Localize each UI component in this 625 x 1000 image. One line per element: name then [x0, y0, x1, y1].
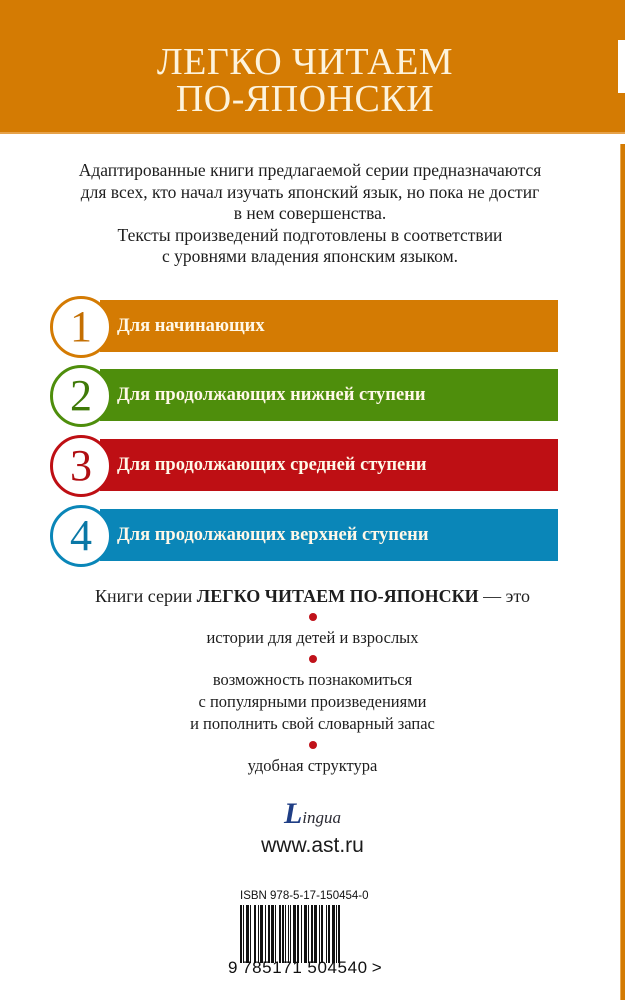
feature-line: и пополнить свой словарный запас	[190, 714, 435, 733]
intro-line: с уровнями владения японским языком.	[161, 246, 459, 266]
barcode-digit-group: 785171	[242, 958, 303, 977]
feature-line: возможность познакомиться	[212, 670, 413, 689]
series-name: ЛЕГКО ЧИТАЕМ ПО-ЯПОНСКИ	[196, 586, 479, 606]
feature-item	[0, 627, 625, 649]
bullet-dot-icon	[309, 655, 317, 663]
series-prefix: Книги серии	[95, 586, 193, 606]
feature-line: удобная структура	[247, 756, 378, 775]
series-suffix: — это	[483, 586, 530, 606]
intro-line: в нем совершенства.	[233, 203, 387, 223]
series-title-line-1: ЛЕГКО ЧИТАЕМ	[156, 41, 454, 83]
bullet-dot-icon	[309, 613, 317, 621]
barcode-lead-digit: 9	[228, 958, 239, 977]
feature-list	[0, 607, 625, 777]
header-tab-marker	[618, 40, 625, 93]
level-1-banner	[50, 300, 558, 352]
feature-item	[0, 669, 625, 735]
intro-line: для всех, кто начал изучать японский язык, но пока не достиг	[80, 181, 540, 202]
publisher-url: www.ast.ru	[261, 834, 364, 857]
level-3-banner	[50, 439, 558, 491]
logo-initial: L	[283, 797, 303, 830]
barcode-digit-group: 504540	[307, 958, 368, 977]
level-number-badge: 2	[50, 365, 112, 427]
feature-line: истории для детей и взрослых	[206, 628, 419, 647]
level-number-badge: 1	[50, 296, 112, 358]
cover-header	[0, 0, 625, 134]
feature-line: с популярными произведениями	[198, 692, 427, 711]
intro-line: Тексты произведений подготовлены в соответствии	[117, 224, 503, 245]
series-title-line-2: ПО-ЯПОНСКИ	[175, 78, 435, 120]
spine-edge-strip	[620, 144, 625, 1000]
lingua-logo-icon	[284, 797, 341, 831]
feature-item	[0, 755, 625, 777]
level-label: Для продолжающих верхней ступени	[117, 525, 429, 545]
barcode-icon	[240, 905, 358, 963]
barcode-digits	[228, 958, 382, 978]
level-label: Для продолжающих средней ступени	[117, 455, 427, 475]
intro-text	[30, 160, 590, 268]
level-label: Для продолжающих нижней ступени	[117, 385, 426, 405]
series-statement	[0, 585, 625, 607]
level-number-badge: 3	[50, 435, 112, 497]
level-label: Для начинающих	[117, 316, 265, 336]
intro-line: Адаптированные книги предлагаемой серии предназначаются	[78, 160, 542, 180]
logo-text: ingua	[302, 808, 342, 827]
series-title	[0, 41, 610, 120]
level-number-badge: 4	[50, 505, 112, 567]
publisher-logo	[0, 797, 625, 831]
barcode-quiet-zone-marker: >	[371, 958, 383, 977]
level-2-banner	[50, 369, 558, 421]
bullet-dot-icon	[309, 741, 317, 749]
isbn-label: ISBN 978-5-17-150454-0	[240, 890, 369, 902]
level-4-banner	[50, 509, 558, 561]
